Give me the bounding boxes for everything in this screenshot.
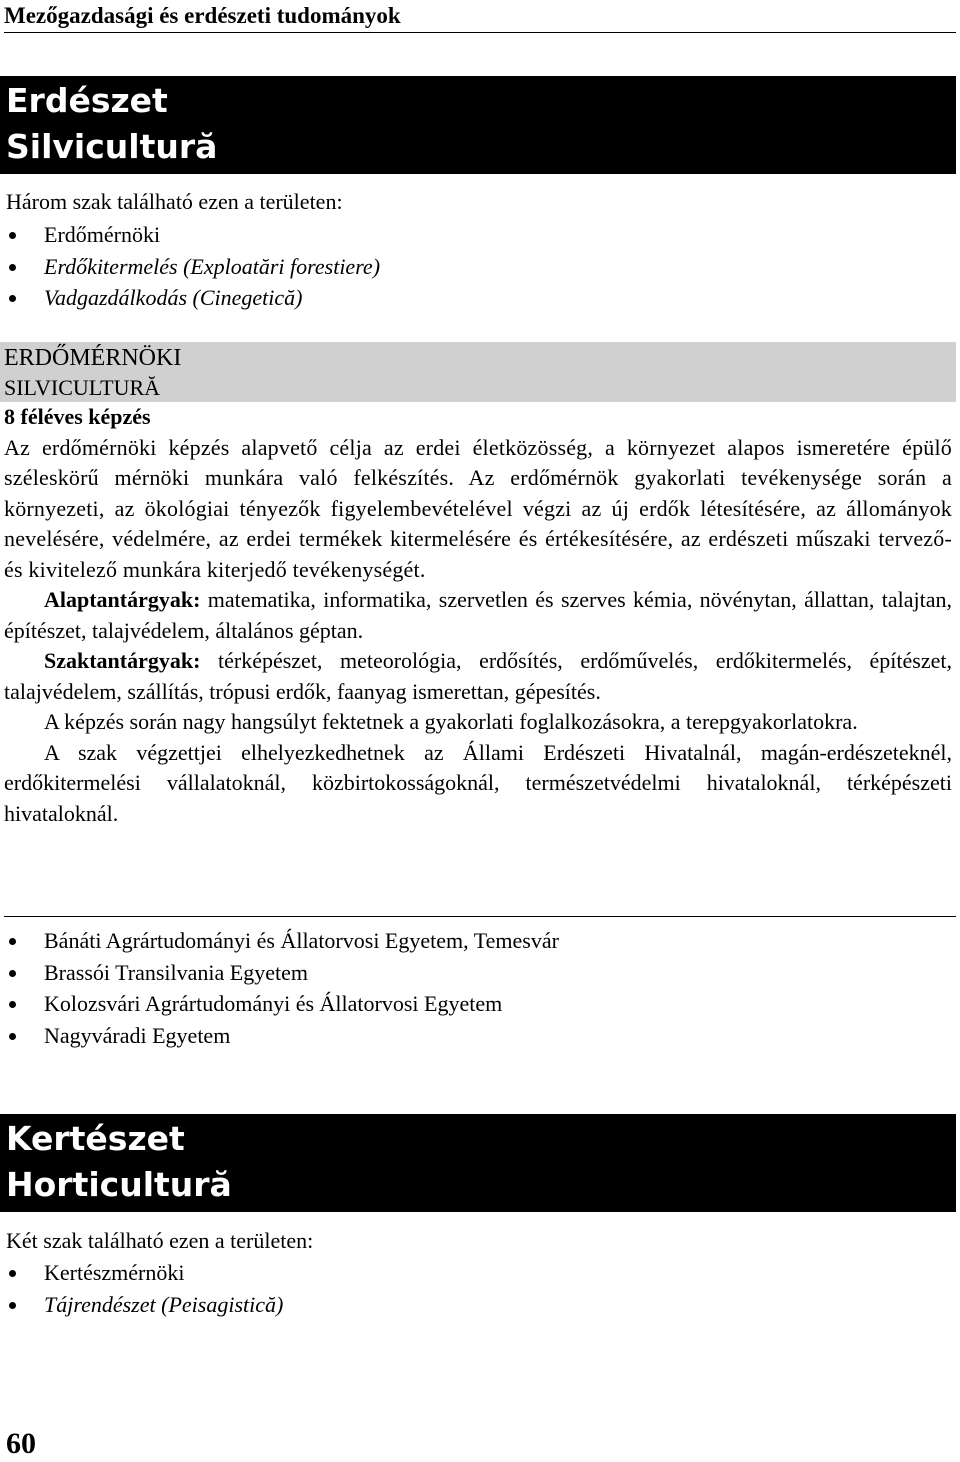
special-subjects-text: térképészet, meteorológia, erdősítés, erdőművelés, erdőkitermelés, építészet, talajvédelem, szállítás, trópusi erdők, faanyag ismerettan, gépesítés. <box>4 648 952 704</box>
specialization-list <box>6 1257 283 1320</box>
page-number: 60 <box>6 1427 36 1460</box>
list-item: Kertészmérnöki <box>6 1257 283 1289</box>
program-heading-box <box>0 342 956 402</box>
running-header: Mezőgazdasági és erdészeti tudományok <box>4 0 956 33</box>
divider <box>4 916 956 917</box>
university-item: Nagyváradi Egyetem <box>6 1020 559 1052</box>
section-title: Kertészet <box>6 1119 185 1158</box>
section-intro: Három szak található ezen a területen: <box>6 189 343 214</box>
careers-paragraph: A szak végzettjei elhelyezkedhetnek az Állami Erdészeti Hivatalnál, magán-erdészeteknél, erdőkitermelési vállalatoknál, közbirtokosságoknál, természetvédelmi hivataloknál, térképészeti hivataloknál. <box>4 739 952 826</box>
basic-subjects-label: Alaptantárgyak: <box>44 587 201 612</box>
section-title-ro: Silvicultură <box>6 127 218 166</box>
section-intro: Két szak található ezen a területen: <box>6 1228 314 1253</box>
basic-subjects-paragraph <box>4 585 952 646</box>
program-heading-ro: SILVICULTURĂ <box>4 375 161 400</box>
university-list <box>6 925 559 1051</box>
section-title: Erdészet <box>6 81 168 120</box>
practice-paragraph: A képzés során nagy hangsúlyt fektetnek a gyakorlati foglalkozásokra, a terepgyakorlatokra. <box>44 709 858 734</box>
program-description: Az erdőmérnöki képzés alapvető célja az erdei életközösség, a környezet alapos ismeretére épülő széleskörű mérnöki munkára való felkészítés. Az erdőmérnök gyakorlati tevékenysége során a környezeti, az ökológiai tényezők figyelembevételével végzi az új erdők létesítésére, az állományok nevelésére, védelmére, az erdei termékek kitermelésére és értékesítésére, az erdészeti műszaki tervező- és kivitelező munkára kiterjedő tevékenységét. <box>4 434 952 582</box>
section-banner-kerteszet <box>0 1114 956 1212</box>
program-body <box>4 402 952 829</box>
university-item: Kolozsvári Agrártudományi és Állatorvosi Egyetem <box>6 988 559 1020</box>
list-item: Vadgazdálkodás (Cinegetică) <box>6 282 380 314</box>
university-item: Bánáti Agrártudományi és Állatorvosi Egyetem, Temesvár <box>6 925 559 957</box>
special-subjects-label: Szaktantárgyak: <box>44 648 201 673</box>
university-item: Brassói Transilvania Egyetem <box>6 957 559 989</box>
list-item: Erdőkitermelés (Exploatări forestiere) <box>6 251 380 283</box>
section-banner-erdeszet <box>0 76 956 174</box>
list-item: Erdőmérnöki <box>6 219 380 251</box>
special-subjects-paragraph <box>4 646 952 707</box>
program-heading: ERDŐMÉRNÖKI <box>4 345 182 371</box>
specialization-list <box>6 219 380 314</box>
program-duration: 8 féléves képzés <box>4 404 151 429</box>
section-title-ro: Horticultură <box>6 1165 232 1204</box>
basic-subjects-text: matematika, informatika, szervetlen és szerves kémia, növénytan, állattan, talajtan, építészet, talajvédelem, általános géptan. <box>4 587 952 643</box>
list-item: Tájrendészet (Peisagistică) <box>6 1289 283 1321</box>
